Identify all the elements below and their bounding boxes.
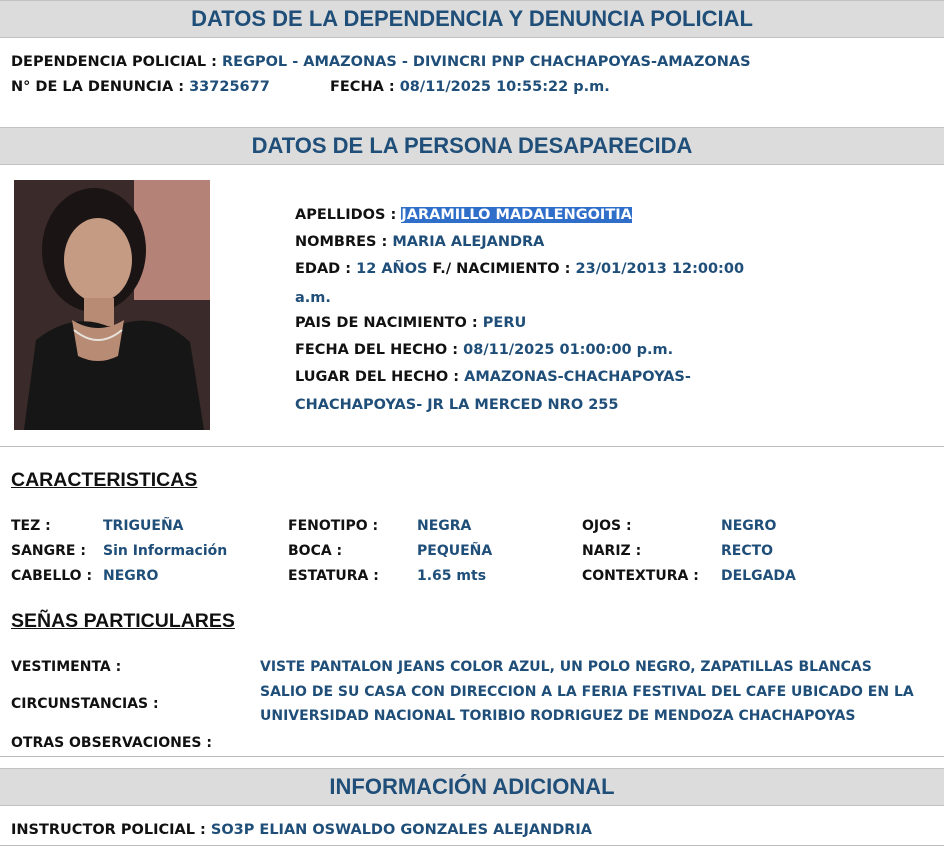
nariz-value: RECTO xyxy=(721,543,774,559)
fenotipo-value: NEGRA xyxy=(417,518,472,534)
edad-row xyxy=(295,261,744,277)
vestimenta-label: VESTIMENTA : xyxy=(11,659,122,675)
instructor-row xyxy=(11,822,592,838)
nacimiento-value-cont: a.m. xyxy=(295,290,331,306)
tez-label: TEZ : xyxy=(11,518,51,534)
instructor-label: INSTRUCTOR POLICIAL : xyxy=(11,822,206,838)
fecha-row xyxy=(330,79,610,95)
sangre-value: Sin Información xyxy=(103,543,228,559)
otras-observaciones-label: OTRAS OBSERVACIONES : xyxy=(11,735,212,751)
fecha-hecho-value: 08/11/2025 01:00:00 p.m. xyxy=(463,342,674,358)
section-title: DATOS DE LA PERSONA DESAPARECIDA xyxy=(251,133,693,158)
boca-value: PEQUEÑA xyxy=(417,543,493,559)
cabello-value: NEGRO xyxy=(103,568,159,584)
instructor-value: SO3P ELIAN OSWALDO GONZALES ALEJANDRIA xyxy=(210,822,593,838)
tez-value: TRIGUEÑA xyxy=(103,518,184,534)
circunstancias-label: CIRCUNSTANCIAS : xyxy=(11,696,159,712)
contextura-value: DELGADA xyxy=(721,568,796,584)
nacimiento-row-cont xyxy=(295,290,331,306)
ojos-value: NEGRO xyxy=(721,518,777,534)
pais-label: PAIS DE NACIMIENTO : xyxy=(295,315,478,331)
estatura-label: ESTATURA : xyxy=(288,568,379,584)
nombres-label: NOMBRES : xyxy=(295,234,388,250)
section-title: INFORMACIÓN ADICIONAL xyxy=(329,774,615,799)
sangre-label: SANGRE : xyxy=(11,543,86,559)
nombres-row xyxy=(295,234,544,250)
caracteristicas-heading: CARACTERISTICAS xyxy=(11,469,198,491)
section-header-persona xyxy=(0,127,944,165)
divider xyxy=(0,845,944,846)
apellidos-value[interactable]: JARAMILLO MADALENGOITIA xyxy=(401,207,632,223)
fecha-label: FECHA : xyxy=(330,79,395,95)
apellidos-label: APELLIDOS : xyxy=(295,207,397,223)
estatura-value: 1.65 mts xyxy=(417,568,487,584)
lugar-label: LUGAR DEL HECHO : xyxy=(295,369,460,385)
contextura-label: CONTEXTURA : xyxy=(582,568,699,584)
fecha-value: 08/11/2025 10:55:22 p.m. xyxy=(399,79,610,95)
ojos-label: OJOS : xyxy=(582,518,632,534)
denuncia-label: N° DE LA DENUNCIA : xyxy=(11,79,185,95)
lugar-row-cont xyxy=(295,397,618,413)
nombres-value: MARIA ALEJANDRA xyxy=(392,234,545,250)
section-header-adicional xyxy=(0,768,944,806)
section-title: DATOS DE LA DEPENDENCIA Y DENUNCIA POLICIAL xyxy=(191,6,753,31)
dependencia-label: DEPENDENCIA POLICIAL : xyxy=(11,54,217,70)
nacimiento-label: F./ NACIMIENTO : xyxy=(432,261,571,277)
fecha-hecho-label: FECHA DEL HECHO : xyxy=(295,342,459,358)
section-header-dependencia xyxy=(0,0,944,38)
circunstancias-value-cont: UNIVERSIDAD NACIONAL TORIBIO RODRIGUEZ DE MENDOZA CHACHAPOYAS xyxy=(260,708,856,724)
nacimiento-value: 23/01/2013 12:00:00 xyxy=(575,261,745,277)
person-photo-image xyxy=(14,180,210,430)
denuncia-row xyxy=(11,79,270,95)
lugar-value: AMAZONAS-CHACHAPOYAS- xyxy=(464,369,691,385)
divider xyxy=(0,446,944,447)
circunstancias-value: SALIO DE SU CASA CON DIRECCION A LA FERIA FESTIVAL DEL CAFE UBICADO EN LA xyxy=(260,684,914,700)
edad-label: EDAD : xyxy=(295,261,352,277)
vestimenta-value: VISTE PANTALON JEANS COLOR AZUL, UN POLO NEGRO, ZAPATILLAS BLANCAS xyxy=(260,659,872,675)
lugar-value-cont: CHACHAPOYAS- JR LA MERCED NRO 255 xyxy=(295,397,619,413)
pais-value: PERU xyxy=(482,315,527,331)
cabello-label: CABELLO : xyxy=(11,568,93,584)
dependencia-value: REGPOL - AMAZONAS - DIVINCRI PNP CHACHAPOYAS-AMAZONAS xyxy=(222,54,751,70)
lugar-row xyxy=(295,369,691,385)
nariz-label: NARIZ : xyxy=(582,543,642,559)
person-photo xyxy=(14,180,210,430)
dependencia-row xyxy=(11,54,751,70)
apellidos-row xyxy=(295,207,632,223)
senas-heading: SEÑAS PARTICULARES xyxy=(11,610,235,632)
denuncia-value: 33725677 xyxy=(189,79,270,95)
divider xyxy=(0,756,944,757)
pais-row xyxy=(295,315,526,331)
boca-label: BOCA : xyxy=(288,543,343,559)
fecha-hecho-row xyxy=(295,342,673,358)
fenotipo-label: FENOTIPO : xyxy=(288,518,379,534)
edad-value: 12 AÑOS xyxy=(356,261,428,277)
